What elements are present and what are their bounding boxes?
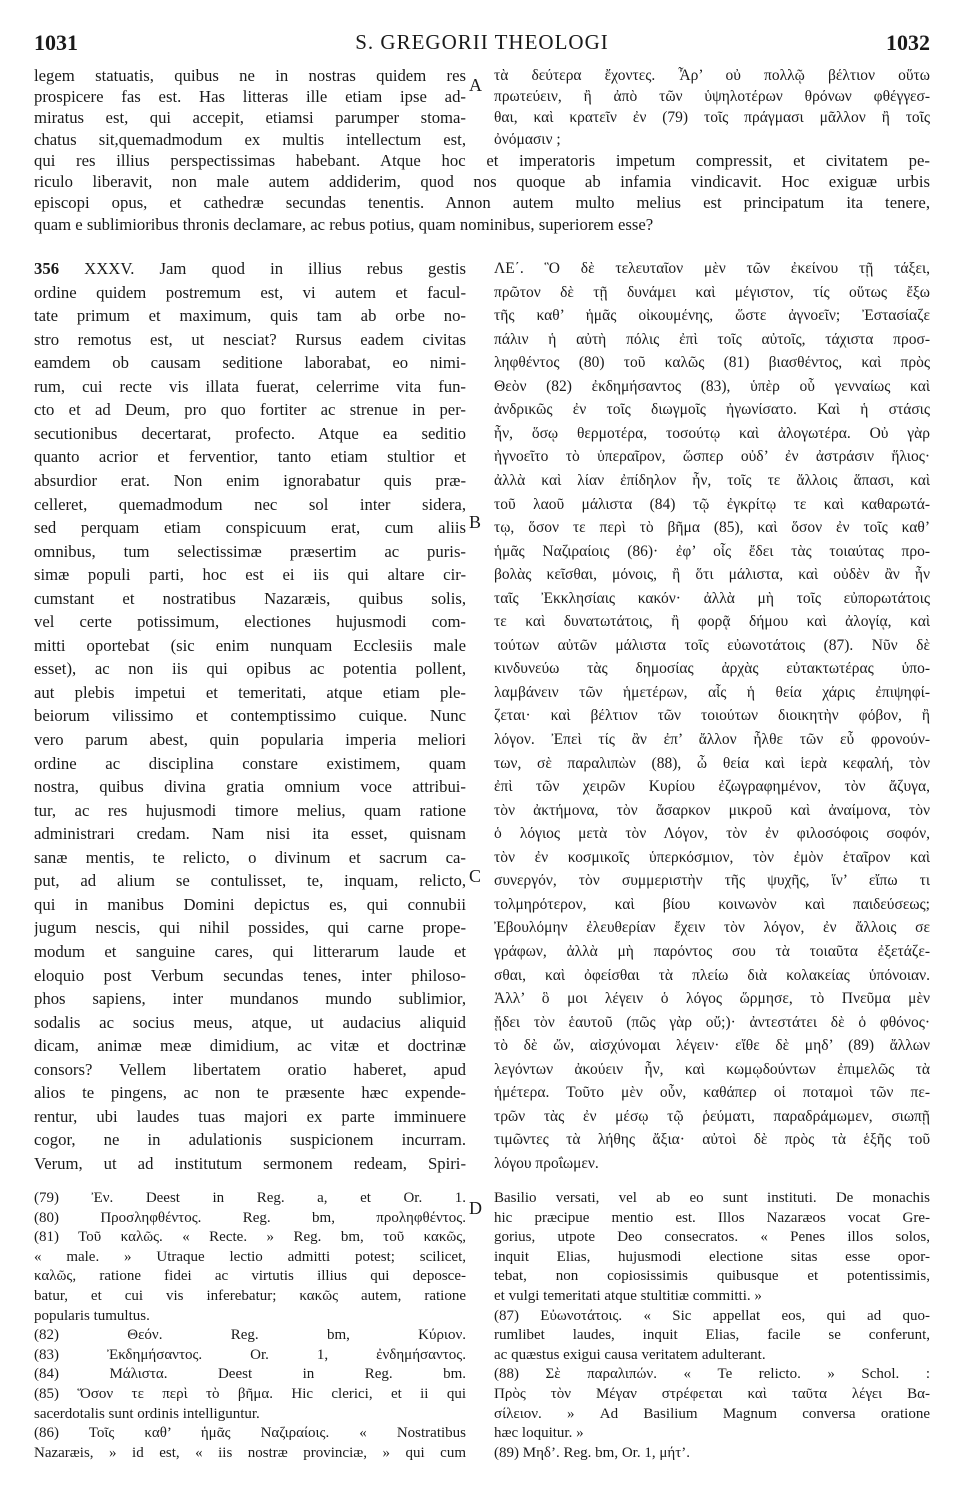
latin-text-line: alios te pingens, ac non te præsente hæc expende- [34,1083,466,1103]
latin-text-line: dicam, animæ meæ dimidium, ac vitæ et doctrinæ [34,1036,466,1056]
latin-text-line: eamdem ob causam seditione laborabat, eo nimi- [34,353,466,373]
greek-text-line: τῆς καθ’ ἡμᾶς οἰκουμένης, ὥστε ἀγνοεῖν; Ἐστασίαζε [494,307,930,325]
greek-text-line: ἀνδρικῶς ἐν τοῖς διωγμοῖς ἠγωνίσατο. Καὶ ἡ στάσις [494,401,930,419]
greek-text-line: ζεται· καὶ βέλτιον τῶν τοιούτων διοικητὴν φόβον, ἢ [494,707,930,725]
greek-text-line: τὸν ἀκτήμονα, τὸν ἄσαρκον μικροῦ καὶ ἀναίμονα, τὸν [494,801,930,819]
latin-text-line: celleret, quemadmodum nec sol inter sidera, [34,494,466,514]
latin-text-line: rum, cui recte vis illata fuerat, celerrime vita fun- [34,376,466,396]
greek-text-line: λόγον. Ἐπεὶ τίς ἂν ἐπ’ ἄλλον ἦλθε τῶν εὖ φρονούν- [494,731,930,748]
footnote-line: σίλειον. » Ad Basilium Magnum conversa oratione [494,1405,930,1422]
footnote-line: hæc loquitur. » [494,1425,584,1442]
greek-text-line: των, σὲ παραλιπὼν (88), ὦ θεία καὶ ἱερὰ κεφαλή, τὸν [494,754,930,772]
greek-text-line: τολμηρότερον, καὶ βίου κοινωνὸν καὶ παιδεύσεως; [494,895,930,913]
greek-text-line: κινδυνεύω τὰς δημοσίας ἀρχὰς εὐτακτωτέρας ὑπο- [494,660,930,678]
greek-text-line: ληφθέντος (80) τοῦ καλῶς (81) βιασθέντος, καὶ πρὸς [494,354,930,372]
greek-text-line: τῳ, ὅσον τε περὶ τὸ βῆμα (85), καὶ ὅσον ἐν τοῖς καθ’ [494,519,930,537]
greek-text-line: ἡμᾶς Ναζιραίοις (86)· ἐφ’ οἷς ἔδει τὰς τοιαύτας προ- [494,542,930,560]
greek-text-line: σθαι, καὶ ὀφείσθαι τὰ πλείω διὰ κολακείας ὑπόνοιαν. [494,966,930,984]
footnote-line: (88) Σὲ παραλιπών. « Te relicto. » Schol. : [494,1366,930,1383]
latin-text-line: chatus sit,quemadmodum ex multis intellectum est, [34,129,466,149]
latin-text-line: modum et sanguine cares, qui litterarum laude et [34,941,466,961]
latin-text-line: legem statuatis, quibus ne in nostras quidem res [34,66,466,85]
section-marker-a: A [469,75,482,95]
footnote-line: « male. » Utraque lectio admitti potest; scilicet, [34,1248,466,1265]
column-number: 356 [34,259,60,278]
greek-text-line: ἐπὶ τῶν χειρῶν Κυρίου ἐζωγραφημένον, τὸν ἄζυγα, [494,778,930,796]
latin-text-line: quanto acrior et ferventior, tanto etiam stultior et [34,447,466,467]
footnote-line: (83) Ἐκδημήσαντος. Or. 1, ἐνδημήσαντος. [34,1346,466,1363]
latin-text-line: ordine ac disciplina constare existimem, quam [34,753,466,773]
greek-text-line: λόγου προΐωμεν. [494,1154,599,1172]
footnote-line: Πρὸς τὸν Μέγαν στρέφεται καὶ ταῦτα λέγει Βα- [494,1386,930,1402]
greek-text-line: τὰ δεύτερα ἔχοντες. Ἆρ’ οὐ πολλῷ βέλτιον οὕτω [494,67,930,84]
latin-text-line: riculo liberavit, non male autem addiderim, quod nos quoque ab infamia vindicavit. Hoc exiguæ urbis [34,172,930,192]
latin-text-line: secutionibus decertarat, profecto. Atque ea seditio [34,423,466,443]
greek-text-line: ἠγνοεῖτο τὸ ὑπεραῖρον, ὥσπερ οὐδ’ ἐν ἀστράσιν ἥλιος· [494,448,930,466]
greek-text-line: ἡμέτερα. Τοῦτο μὲν οὖν, καθάπερ οἱ ποταμοὶ τῶν πε- [494,1084,930,1102]
footnote-line: Nazaræis, » id est, « iis nostræ provinciæ, » qui cum [34,1444,466,1461]
greek-text-line: τε καὶ δυνατωτάτοις, ἢ φορᾷ δήμου καὶ ἀλογίᾳ, καὶ [494,613,930,631]
page-number-right: 1032 [886,30,930,55]
greek-text-line: θαι, καὶ κρατεῖν ἐν (79) τοῖς πράγμασι μᾶλλον ἢ τοῖς [494,109,930,127]
footnote-line: (81) Τοῦ καλῶς. « Recte. » Reg. bm, τοῦ κακῶς, [34,1229,466,1246]
section-marker-b: B [469,512,482,532]
latin-text-line: qui in manibus Domini depictus es, qui connubii [34,894,466,914]
latin-text-line: nostra, quibus divina gratia omnium voce attribui- [34,777,466,797]
footnote-line: (87) Εὐωνοτάτοις. « Sic appellat eos, qui ad quo- [494,1307,930,1324]
greek-text-line: ἦν, ὅσῳ θερμοτέρα, τοσούτῳ καὶ ἀλογωτέρα. Οὐ γὰρ [494,424,930,442]
latin-text-line: put, ad alium se contulisset, te, inquam, relicto, [34,871,466,891]
latin-text-line: cumstant et nostratibus Nazaræis, quibus solis, [34,588,466,608]
greek-text-line: τὸν ἐν κοσμικοῖς ὑπερκόσμιον, τὸν ἐμὸν ἑταῖρον καὶ [494,848,930,866]
greek-text-line: ᾔδει τὸν ἑαυτοῦ (πῶς γὰρ οὔ;)· ἀντεστάτει δὲ ὁ φθόνος· [494,1013,930,1031]
greek-text-line: ὀνόμασιν ; [494,130,561,148]
latin-text-line: episcopi opus, et cathedræ secundas tenentis. Annon autem multo melius est principatum ita tenere, [34,193,930,213]
latin-text-line: sodalis ac socius meus, atque, ut audacius aliquid [34,1012,466,1032]
footnote-line: (86) Τοῖς καθ’ ἡμᾶς Ναζιραίοις. « Nostratibus [34,1425,466,1442]
latin-text-line: quam e sublimioribus thronis declamare, ac rebus potius, quam nominibus, superiorem esse? [34,214,654,234]
greek-text-line: Ἐβουλόμην ἐλευθερίαν ἔχειν τὸν λόγον, ἐν ἄλλοις σε [494,919,930,937]
footnote-line: tebat, non copiosissimis quibusque et potentissimis, [494,1268,930,1285]
latin-text-line: Verum, ut ad institutum sermonem redeam, Spiri- [34,1153,466,1173]
latin-text-line: rentur, ubi laudes tuas majori ex parte imminuere [34,1106,466,1126]
section-marker-d: D [469,1198,482,1218]
footnote-line: (82) Θεόν. Reg. bm, Κύριον. [34,1327,466,1344]
latin-text-line: vel certe potissimum, electiones hujusmodi com- [34,612,466,632]
latin-text-line: jugum nescis, qui nihil possides, qui carne prope- [34,918,466,938]
section-marker-c: C [469,866,482,886]
greek-text-line: λαμβάνειν τῶν ἡμετέρων, αἷς ἡ θεία χάρις ἐπιψηφί- [494,683,930,701]
footnote-line: (79) Ἐν. Deest in Reg. a, et Or. 1. [34,1190,466,1206]
greek-text-line: ΛΕ΄. Ὃ δὲ τελευταῖον μὲν τῶν ἐκείνου τῇ τάξει, [494,260,930,277]
greek-text-line: βολὰς κεῖσθαι, μόνοις, ἢ ὅτι μάλιστα, καὶ οὐδὲν ἂν ἦν [494,566,930,584]
latin-text-line: cto et ad Deum, pro quo fortiter ac strenue in per- [34,400,466,420]
greek-text-line: ὁ λόγιος μετὰ τὸν Λόγον, τὸν ἐν φιλοσόφοις σοφόν, [494,825,930,843]
greek-text-line: πάλιν ἡ αὐτὴ πόλις ἐπὶ τοῖς αὐτοῖς, τάχιστα προσ- [494,330,930,348]
latin-text-line: qui res illius perspectissimas habebant. Atque hoc et imperatoris impetum compressit, et civitatem pe- [34,151,930,170]
latin-text-line: tur, ac res hujusmodi timore melius, quam ratione [34,800,466,820]
footnote-line: ac quæstus exigui causa veritatem adulterant. [494,1346,766,1363]
footnote-line: (84) Μάλιστα. Deest in Reg. bm. [34,1366,466,1383]
latin-text-line: tate primum et maximum, quis tam ab orbe no- [34,306,466,326]
latin-text-line: sanæ mentis, te relicto, o divinum et sacrum ca- [34,847,466,867]
footnote-line: batur, et cui vis inferebatur; κακῶς autem, ratione [34,1288,466,1304]
footnote-line: sacerdotalis sunt ordinis intelliguntur. [34,1405,260,1422]
latin-text-line: cogor, ne in adulationis suspicionem incurram. [34,1130,466,1150]
greek-text-line: πρῶτον δὲ τῇ δυνάμει καὶ μέγιστον, τίς οὕτως ἔξω [494,283,930,301]
footnote-line: (89) Μηδ’. Reg. bm, Or. 1, μήτ’. [494,1444,690,1461]
latin-text-line: absurdior erat. Non enim ignorabatur quis præ- [34,470,466,490]
footnote-line: rumlibet laudes, inquit Elias, facile se conferunt, [494,1327,930,1344]
footnote-line: gorius, utpote Deo consecratos. « Penes illos solos, [494,1229,930,1246]
greek-text-line: ἀλλὰ καὶ λίαν ἐπίδηλον ἦν, τοῖς τε ἄλλοις ἅπασι, καὶ [494,471,930,489]
greek-text-line: τὸ δὲ ὤν, αἰσχύνομαι λέγειν· εἴθε δὲ μηδ’ (89) ἄλλων [494,1037,930,1055]
latin-text-line: administrari credam. Nam nisi ita esset, quisnam [34,824,466,844]
latin-text-line: sed perquam etiam conspicuum erat, cum aliis [34,518,466,538]
latin-text-line: eloquio post Verbum secundas tenes, inter philoso- [34,965,466,985]
running-header [34,30,930,56]
latin-text-line: phos sapiens, inter mundanos mundo sublimior, [34,989,466,1009]
running-title: S. GREGORII THEOLOGI [355,30,609,54]
latin-text-line: 356 XXXV. Jam quod in illius rebus gestis [34,259,466,278]
greek-text-line: τιμῶντες τὰ λήθης ἄξια· αὐτοὶ δὲ πρὸς τὰ ἑξῆς τοῦ [494,1131,930,1149]
latin-text-line: beiorum vilissimo et contemptissimo cuique. Nunc [34,706,466,726]
greek-text-line: γράφων, ἀλλὰ μὴ παρόντος σου τὰ τοιαῦτα ἐξετάζε- [494,942,930,960]
footnote-line: popularis tumultus. [34,1307,150,1324]
greek-text-line: τρῶν τὰς ἐν μέσῳ τῷ ῥεύματι, παραδράμωμεν, σιωπῇ [494,1107,930,1125]
footnote-line: καλῶς, ratione fidei ac virtutis illius qui deposce- [34,1268,466,1285]
greek-text-line: Θεὸν (82) ἐκδημήσαντος (83), ὑπὲρ οὗ γενναίως καὶ [494,377,930,395]
greek-text-line: λεγόντων ἀκούειν ἦν, καὶ κωμῳδούντων ἐπιμελῶς τὰ [494,1060,930,1078]
latin-text-line: stro remotus est, ut nesciat? Rursus eadem civitas [34,329,466,349]
latin-text-line: consors? Vellem libertatem oratio haberet, apud [34,1059,466,1079]
greek-text-line: τούτων αὐτῶν μάλιστα τοῖς εὐωνοτάτοις (87). Νῦν δὲ [494,636,930,654]
footnote-line: (80) Προσληφθέντος. Reg. bm, προληφθέντος. [34,1209,466,1226]
page-number-left: 1031 [34,30,78,55]
latin-text-line: ordine quidem postremum est, vi autem et facul- [34,282,466,302]
latin-text-line: omnibus, tum selectissimæ præsertim ac puris- [34,541,466,561]
greek-text-line: Ἀλλ’ ὃ μοι λέγειν ὁ λόγος ὥρμησε, τὸ Πνεῦμα μὲν [494,990,930,1008]
latin-text-line: aut plebis impetui et temeritati, atque etiam ple- [34,682,466,702]
footnote-line: et vulgi temeritati atque stultitiæ committi. » [494,1288,762,1304]
latin-text-line: prospicere fas est. Has litteras ille etiam ipse ad- [34,87,466,107]
latin-text-line: mitti oportebat (sic enim nunquam Ecclesiis male [34,635,466,655]
footnote-line: Basilio versati, vel ab eo sunt instituti. De monachis [494,1190,930,1206]
latin-text-line: miratus est, qui accepit, etiamsi parumper stoma- [34,108,466,128]
latin-text-line: simæ populi parti, hoc est ei iis qui altare cir- [34,565,466,585]
footnote-line: (85) Ὅσον τε περὶ τὸ βῆμα. Hic clerici, et ii qui [34,1386,466,1402]
latin-text-line: esset), ac non iis qui opibus ac potentia pollent, [34,659,466,679]
latin-text-line: vero parum abest, quin popularia imperia meliori [34,730,466,749]
greek-text-line: τοῦ λαοῦ μάλιστα (84) τῷ ἐγκρίτῳ τε καὶ καθαρωτά- [494,495,930,513]
greek-text-line: πρωτεύειν, ἢ ἀπὸ τῶν ὑψηλοτέρων θρόνων φθέγγεσ- [494,88,930,106]
footnote-line: inquit Elias, hujusmodi electione sitas esse opor- [494,1248,930,1265]
footnote-line: hic præcipue mentio est. Illos Nazaræos vocat Gre- [494,1209,930,1226]
greek-text-line: συνεργόν, τὸν συμμεριστὴν τῆς ψυχῆς, ἵν’ εἴπω τι [494,872,930,890]
greek-text-line: ταῖς Ἐκκλησίαις κακόν· ἀλλὰ μὴ τοῖς εὐπορωτάτοις [494,589,930,607]
